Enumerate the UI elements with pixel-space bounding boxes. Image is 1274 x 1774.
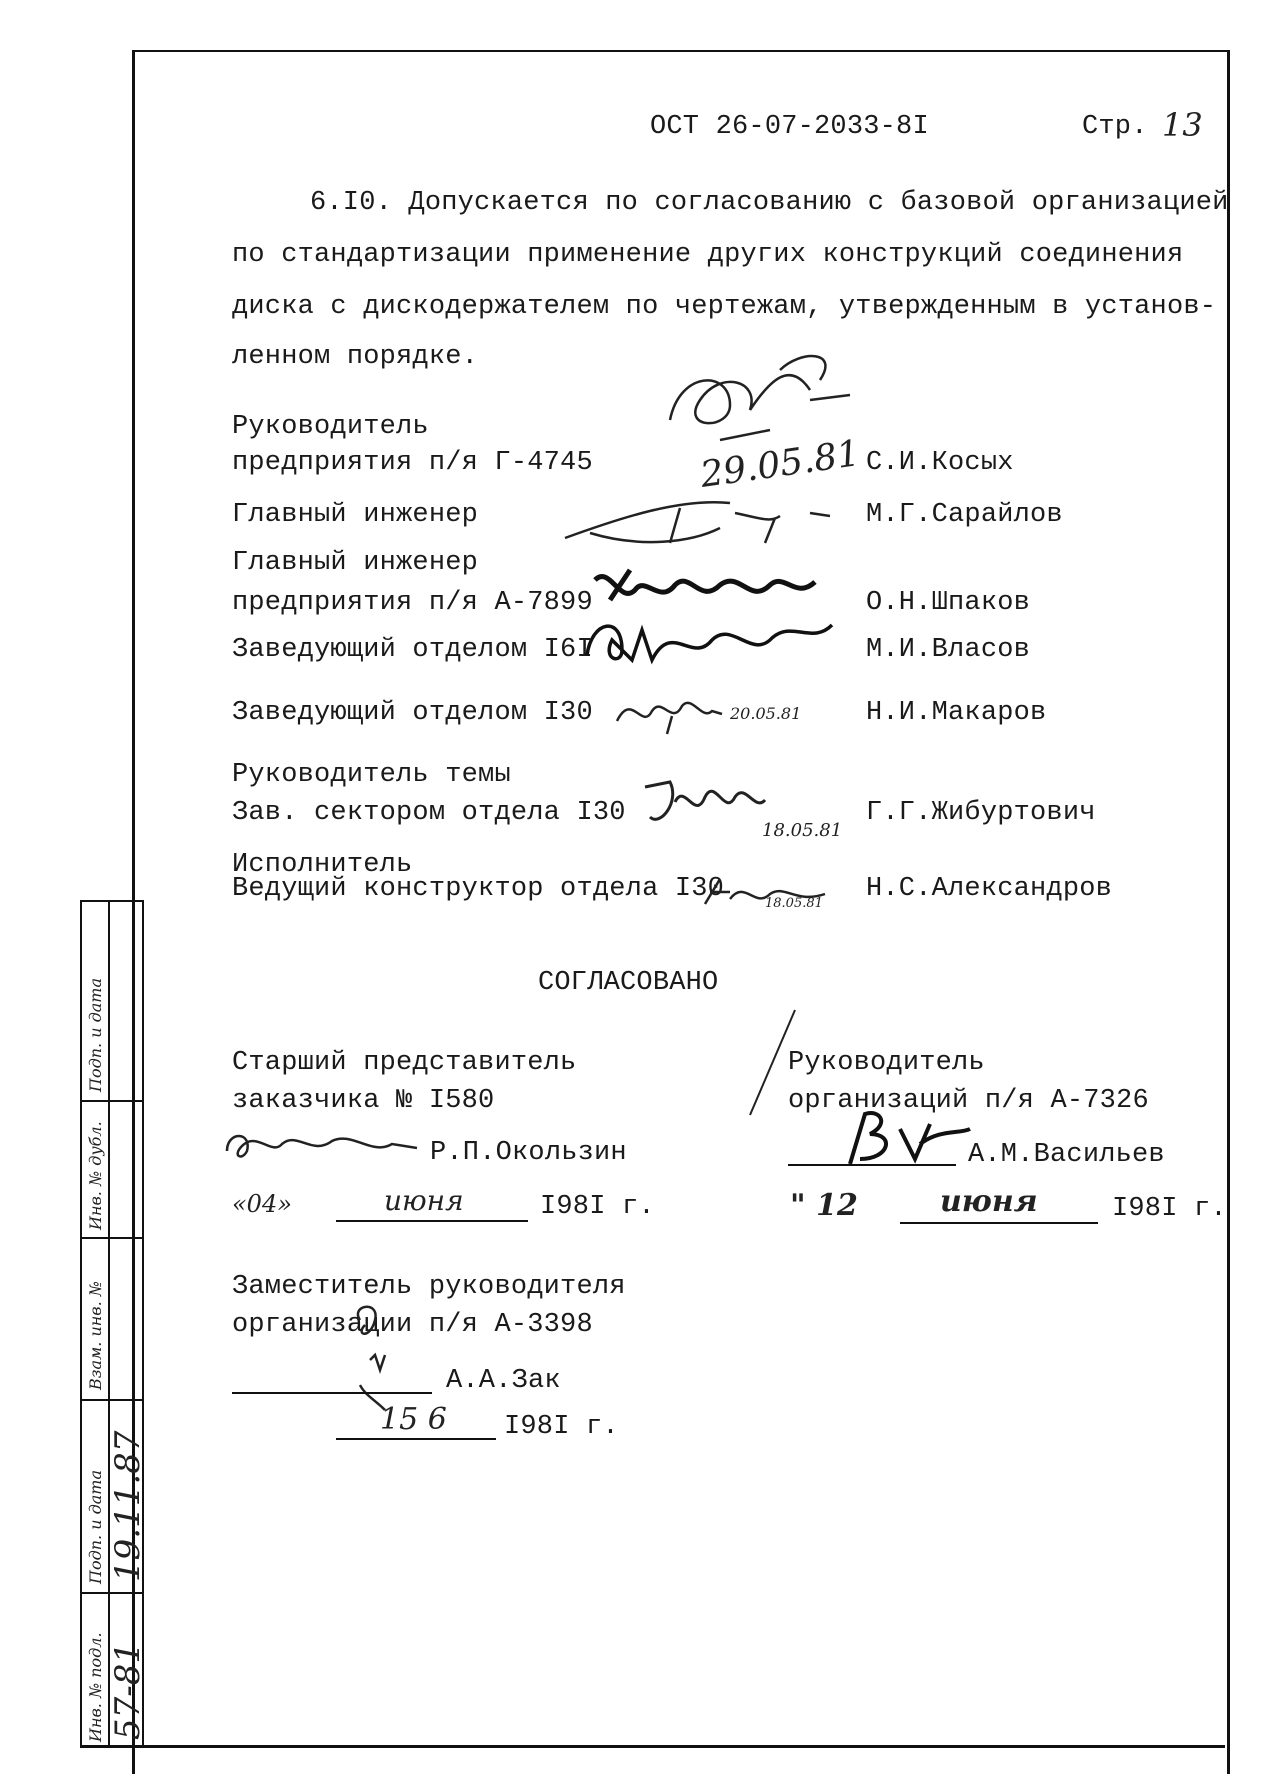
approval-left-month-underline bbox=[336, 1220, 528, 1222]
signatory-1-title-1: Руководитель bbox=[232, 412, 429, 442]
signature-7-icon bbox=[700, 874, 830, 919]
approval-bottom-year: I98I г. bbox=[504, 1412, 619, 1442]
signatory-2-title: Главный инженер bbox=[232, 500, 479, 530]
signature-right-icon bbox=[820, 1104, 980, 1179]
approval-right-month: июня bbox=[940, 1184, 1038, 1219]
paragraph-line-2: по стандартизации применение других конструкций соединения bbox=[232, 240, 1184, 270]
signatory-5-title: Заведующий отделом I30 bbox=[232, 698, 593, 728]
page-label: Стр. bbox=[1082, 112, 1148, 142]
approval-right-title-1: Руководитель bbox=[788, 1048, 985, 1078]
signatory-7-date: 18.05.81 bbox=[765, 896, 823, 911]
approval-bottom-date: 15 6 bbox=[380, 1402, 447, 1437]
approval-left-title-1: Старший представитель bbox=[232, 1048, 577, 1078]
signatory-7-name: Н.С.Александров bbox=[866, 874, 1113, 904]
signatory-6-title-1: Руководитель темы bbox=[232, 760, 511, 790]
approval-left-year: I98I г. bbox=[540, 1192, 655, 1222]
paragraph-line-1: 6.I0. Допускается по согласованию с базовой организацией bbox=[310, 188, 1229, 218]
signatory-6-name: Г.Г.Жибуртович bbox=[866, 798, 1096, 828]
doc-code: ОСТ 26-07-2033-8I bbox=[650, 112, 929, 142]
signatory-7-title-2: Ведущий конструктор отдела I30 bbox=[232, 874, 725, 904]
signatory-6-title-2: Зав. сектором отдела I30 bbox=[232, 798, 626, 828]
signatory-1-name: С.И.Косых bbox=[866, 448, 1014, 478]
paragraph-line-3: диска с дискодержателем по чертежам, утвержденным в установ- bbox=[232, 292, 1217, 322]
side-stamp bbox=[80, 900, 148, 1747]
signatory-3-title-1: Главный инженер bbox=[232, 548, 479, 578]
side-label-4: Подп. и дата bbox=[86, 1470, 105, 1584]
signature-6-icon bbox=[640, 772, 770, 837]
signatory-3-title-2: предприятия п/я А-7899 bbox=[232, 588, 593, 618]
signatory-5-name: Н.И.Макаров bbox=[866, 698, 1047, 728]
signatory-3-name: О.Н.Шпаков bbox=[866, 588, 1031, 618]
approval-right-month-underline bbox=[900, 1222, 1098, 1224]
approval-left-month: июня bbox=[384, 1184, 464, 1217]
approval-right-year: I98I г. bbox=[1112, 1194, 1227, 1224]
approval-bottom-signature-underline bbox=[232, 1392, 432, 1394]
signatory-4-title: Заведующий отделом I6I bbox=[232, 635, 593, 665]
side-label-5: Инв. № подл. bbox=[86, 1632, 105, 1742]
side-handwritten-date: 19.11.87 bbox=[108, 1430, 148, 1582]
paragraph-line-4: ленном порядке. bbox=[232, 342, 479, 372]
side-handwritten-number: 57-81 bbox=[108, 1641, 148, 1740]
approval-left-day: «04» bbox=[232, 1190, 292, 1218]
signature-4-icon bbox=[582, 610, 842, 675]
signatory-6-date: 18.05.81 bbox=[762, 820, 843, 841]
signatory-4-name: М.И.Власов bbox=[866, 635, 1031, 665]
approval-bottom-name: А.А.Зак bbox=[446, 1366, 561, 1396]
signature-left-icon bbox=[222, 1126, 422, 1171]
signature-5-icon bbox=[612, 686, 732, 741]
side-label-3: Взам. инв. № bbox=[86, 1281, 105, 1390]
page-bottom-border bbox=[80, 1745, 1225, 1748]
page-number: 13 bbox=[1162, 106, 1203, 144]
approval-left-title-2: заказчика № I580 bbox=[232, 1086, 495, 1116]
approval-bottom-title-1: Заместитель руководителя bbox=[232, 1272, 626, 1302]
approval-bottom-title-2: организации п/я А-3398 bbox=[232, 1310, 593, 1340]
side-label-1: Подп. и дата bbox=[86, 978, 105, 1092]
approval-heading: СОГЛАСОВАНО bbox=[538, 968, 719, 998]
signatory-7-title-1: Исполнитель bbox=[232, 850, 413, 880]
approval-right-signature-underline bbox=[788, 1164, 956, 1166]
approval-right-title-2: организаций п/я А-7326 bbox=[788, 1086, 1149, 1116]
side-label-2: Инв. № дубл. bbox=[86, 1121, 105, 1230]
signatory-2-name: М.Г.Сарайлов bbox=[866, 500, 1063, 530]
signature-1-icon bbox=[660, 350, 860, 465]
signatory-1-date: 29.05.81 bbox=[697, 433, 863, 496]
approval-right-name: А.М.Васильев bbox=[968, 1140, 1165, 1170]
approval-right-day: " 12 bbox=[790, 1188, 858, 1223]
signatory-1-title-2: предприятия п/я Г-4745 bbox=[232, 448, 593, 478]
approval-left-name: Р.П.Окользин bbox=[430, 1138, 627, 1168]
signatory-5-date: 20.05.81 bbox=[730, 704, 802, 723]
approval-bottom-date-underline bbox=[336, 1438, 496, 1440]
